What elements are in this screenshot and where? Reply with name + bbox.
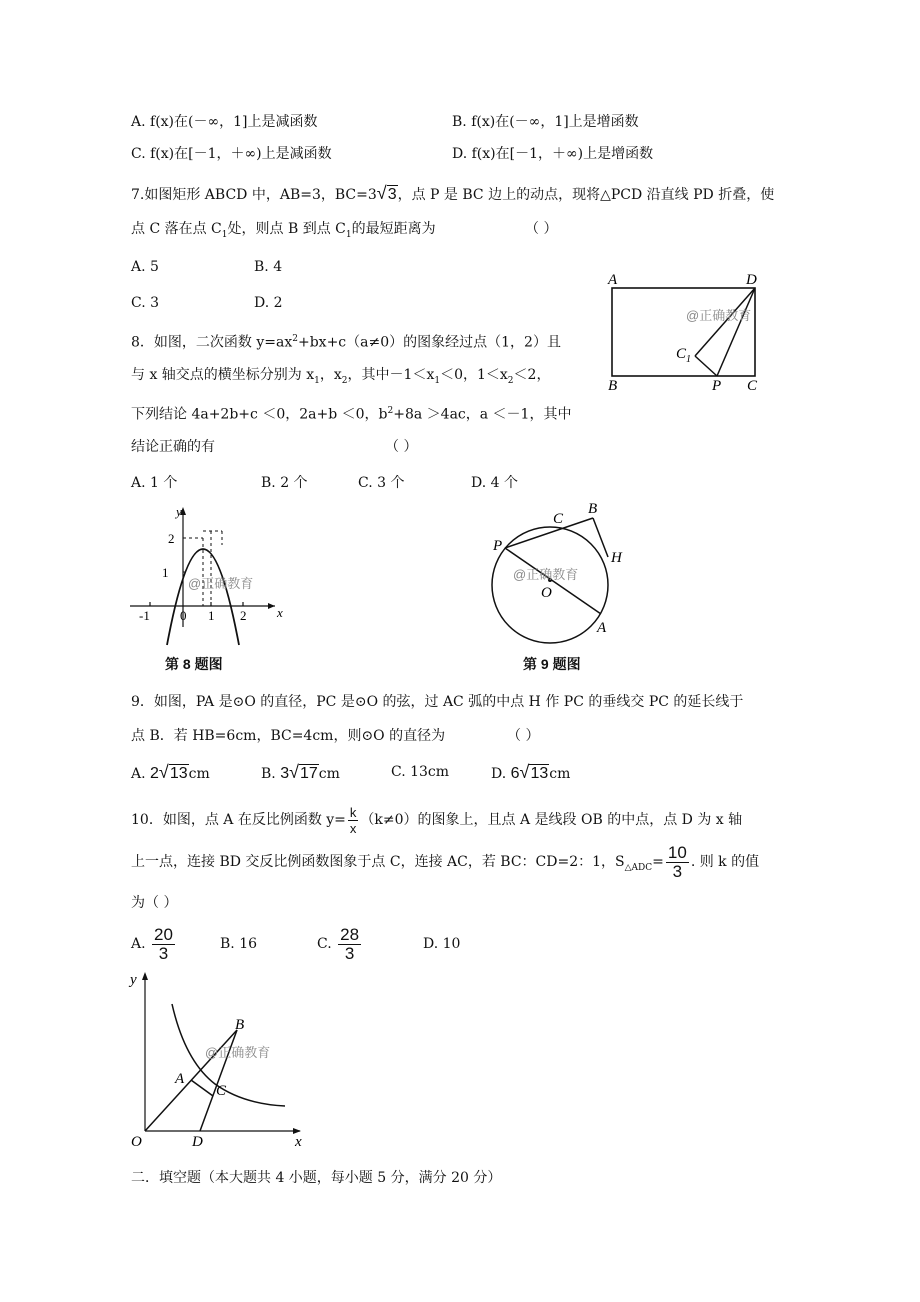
q7-sub-a: 1 — [221, 229, 228, 240]
q7-option-d: D. 2 — [254, 295, 283, 311]
q9-opt-d-pre: D. — [491, 766, 507, 782]
q9-opt-d-math: 6√13 — [510, 762, 549, 782]
q7-option-b: B. 4 — [254, 259, 283, 275]
q9-option-d — [491, 762, 570, 784]
q8-line2-b: ，x — [319, 367, 342, 383]
q8-answer-paren: （ ） — [385, 439, 418, 455]
q10-figure — [125, 966, 315, 1151]
q7-option-c: C. 3 — [131, 295, 160, 311]
q9-watermark: @正确教育 — [513, 567, 579, 582]
q10-option-b: B. 16 — [220, 936, 258, 952]
q8-tick-label-m1: -1 — [139, 608, 150, 623]
q10-option-c — [317, 925, 363, 963]
q8-label-x: x — [277, 605, 283, 620]
q8-option-d: D. 4 个 — [471, 475, 518, 491]
q7-label-d: D — [746, 272, 757, 288]
q9-label-b: B — [588, 501, 598, 517]
q8-sub-x1a: 1 — [314, 375, 320, 386]
q9-segment-bh — [593, 518, 608, 557]
q8-sub-x2b: 2 — [507, 375, 514, 386]
q10-y-arrow — [142, 972, 148, 980]
q10-opt-a-num: 20 — [154, 924, 173, 944]
q7-label-c: C — [747, 378, 758, 394]
q10-frac-x: x — [349, 820, 357, 836]
q7-label-p: P — [712, 378, 722, 394]
q8-y-label-2: 2 — [168, 531, 175, 546]
q10-option-a — [131, 925, 177, 963]
q10-label-o: O — [131, 1134, 142, 1150]
q8-line1-b: +bx+c（a≠0）的图象经过点（1，2）且 — [297, 334, 561, 351]
q7-segment-c1p — [695, 356, 717, 376]
q7-watermark: @正确教育 — [686, 308, 752, 323]
q10-segment-ac — [191, 1080, 213, 1096]
q8-line1-a: 8．如图，二次函数 y=ax — [131, 334, 293, 351]
q10-opt-a-den: 3 — [158, 943, 169, 963]
q8-line2-a: 与 x 轴交点的横坐标分别为 x — [131, 367, 315, 383]
q9-opt-d-coef: 6 — [510, 765, 520, 782]
q10-label-a: A — [175, 1071, 185, 1087]
q9-label-o: O — [541, 585, 552, 601]
q9-opt-d-rad: 13 — [530, 765, 549, 782]
q8-line2-e: ＜2， — [513, 367, 551, 383]
q7-line2 — [131, 219, 436, 245]
q9-line1: 9．如图，PA 是⊙O 的直径，PC 是⊙O 的弦，过 AC 弧的中点 H 作 PC 的垂线交 PC 的延长线于 — [131, 694, 744, 710]
q7-sub-b: 1 — [345, 229, 352, 240]
q7-label-b: B — [608, 378, 618, 394]
q8-tick-label-1: 1 — [208, 608, 215, 623]
q7-text2-post: 的最短距离为 — [351, 221, 436, 237]
q10-line2-sub: △ADC — [624, 862, 653, 873]
q10-option-d: D. 10 — [423, 936, 461, 952]
q9-option-c: C. 13cm — [391, 764, 450, 780]
q7-label-c1 — [676, 346, 691, 365]
q8-option-b: B. 2 个 — [261, 475, 308, 491]
q7-text1-post: ，点 P 是 BC 边上的动点，现将△PCD 沿直线 PD 折叠，使 — [397, 187, 775, 203]
q8-y-label-1: 1 — [162, 565, 169, 580]
q7-sqrt-arg: 3 — [387, 186, 397, 203]
q7-text1-pre: 7.如图矩形 ABCD 中，AB=3，BC=3 — [131, 187, 377, 203]
q8-caption: 第 8 题图 — [165, 656, 223, 672]
q9-label-c: C — [553, 511, 564, 527]
q9-option-b — [261, 762, 340, 784]
q9-label-h: H — [611, 550, 622, 566]
q9-opt-b-pre: B. — [261, 766, 276, 782]
q10-frac-kx — [348, 805, 359, 836]
q10-opt-a-pre: A. — [131, 936, 146, 952]
q10-label-d: D — [192, 1134, 203, 1150]
section2-title: 二．填空题（本大题共 4 小题，每小题 5 分，满分 20 分） — [131, 1170, 502, 1186]
q8-line2-c: ，其中－1＜x — [347, 367, 435, 383]
q8-sub-x1b: 1 — [434, 375, 441, 386]
q9-line2: 点 B．若 HB=6cm，BC=4cm，则⊙O 的直径为 — [131, 728, 446, 744]
q7-text2-pre: 点 C 落在点 C — [131, 221, 222, 237]
q8-label-y: y — [176, 504, 182, 519]
q6-option-d: D. f(x)在[－1，＋∞)上是增函数 — [452, 146, 654, 162]
q9-opt-b-rad: 17 — [300, 765, 318, 782]
q10-area-den: 3 — [672, 861, 683, 881]
q8-option-a: A. 1 个 — [131, 475, 178, 491]
q8-line3 — [131, 401, 571, 425]
q7-rectangle — [612, 288, 755, 376]
q9-opt-b-coef: 3 — [280, 765, 290, 782]
q9-label-p: P — [493, 538, 503, 554]
q9-answer-paren: （ ） — [507, 728, 540, 744]
q10-label-x: x — [295, 1134, 302, 1150]
q9-opt-b-math: 3√17 — [280, 762, 318, 782]
q10-label-c: C — [216, 1083, 227, 1099]
q10-label-y: y — [130, 972, 137, 988]
q8-option-c: C. 3 个 — [358, 475, 405, 491]
q9-segment-pb — [505, 518, 593, 548]
q9-caption: 第 9 题图 — [523, 656, 581, 672]
q10-line1-a: 10．如图，点 A 在反比例函数 y= — [131, 812, 346, 828]
q10-line1 — [131, 802, 742, 838]
q7-label-c1-letter: C — [676, 346, 687, 362]
q8-line4: 结论正确的有 — [131, 439, 215, 455]
q9-opt-a-pre: A. — [131, 766, 146, 782]
q9-opt-a-unit: cm — [188, 766, 210, 782]
q10-label-b: B — [235, 1017, 245, 1033]
q10-opt-a-frac — [152, 926, 175, 963]
q8-line2 — [131, 365, 550, 391]
q10-frac-area — [666, 844, 689, 881]
q8-x-arrow — [268, 603, 275, 609]
q7-segment-dp — [717, 288, 755, 376]
q8-line3-a: 下列结论 4a+2b+c ＜0，2a+b ＜0，b — [131, 406, 388, 423]
q8-figure — [125, 505, 290, 630]
q9-opt-a-coef: 2 — [150, 765, 159, 782]
q7-label-c1-sub: 1 — [686, 354, 692, 365]
q6-option-b: B. f(x)在(－∞，1]上是增函数 — [452, 114, 639, 130]
q10-opt-c-pre: C. — [317, 936, 332, 952]
q8-sub-x2a: 2 — [341, 375, 348, 386]
q8-line2-d: ＜0，1＜x — [440, 367, 508, 383]
q7-sqrt: √3 — [376, 183, 397, 203]
q7-option-a: A. 5 — [131, 259, 159, 275]
q10-opt-c-den: 3 — [344, 943, 355, 963]
q8-watermark: @正确教育 — [188, 576, 254, 591]
q10-line2-a: 上一点，连接 BD 交反比例函数图象于点 C，连接 AC，若 BC：CD=2：1，S — [131, 854, 625, 870]
q6-option-c: C. f(x)在[－1，＋∞)上是减函数 — [131, 146, 332, 162]
q9-figure — [485, 495, 635, 650]
q7-line1 — [131, 183, 774, 205]
q10-line2-b: . 则 k 的值 — [690, 854, 760, 870]
q8-sup-b: 2 — [387, 406, 394, 416]
q8-label-origin: 0 — [180, 608, 187, 623]
q9-opt-a-math: 2√13 — [150, 762, 188, 782]
q7-figure — [600, 268, 770, 396]
q10-line2-eq: = — [652, 854, 664, 870]
q10-watermark: @正确教育 — [205, 1045, 271, 1060]
q8-sup-a: 2 — [292, 334, 298, 344]
q9-label-a: A — [597, 620, 607, 636]
q9-option-a — [131, 762, 210, 784]
q7-answer-paren: （ ） — [525, 221, 558, 237]
q10-area-num: 10 — [667, 842, 687, 862]
q10-opt-c-num: 28 — [340, 924, 360, 944]
q8-line1 — [131, 329, 561, 353]
q6-option-a: A. f(x)在(－∞，1]上是减函数 — [131, 114, 318, 130]
q9-opt-b-unit: cm — [318, 766, 340, 782]
q9-opt-d-unit: cm — [549, 766, 571, 782]
q10-opt-c-frac — [338, 926, 361, 963]
q7-text2-mid: 处，则点 B 到点 C — [227, 221, 346, 237]
q8-tick-label-2: 2 — [240, 608, 247, 623]
q10-line1-b: （k≠0）的图象上，且点 A 是线段 OB 的中点，点 D 为 x 轴 — [360, 812, 743, 828]
q10-line3: 为（ ） — [131, 895, 178, 911]
q8-line3-b: +8a ＞4ac，a ＜－1，其中 — [393, 406, 572, 423]
q7-label-a: A — [608, 272, 618, 288]
q9-opt-a-rad: 13 — [169, 765, 188, 782]
q10-frac-k: k — [349, 804, 357, 820]
q10-line2 — [131, 843, 759, 887]
